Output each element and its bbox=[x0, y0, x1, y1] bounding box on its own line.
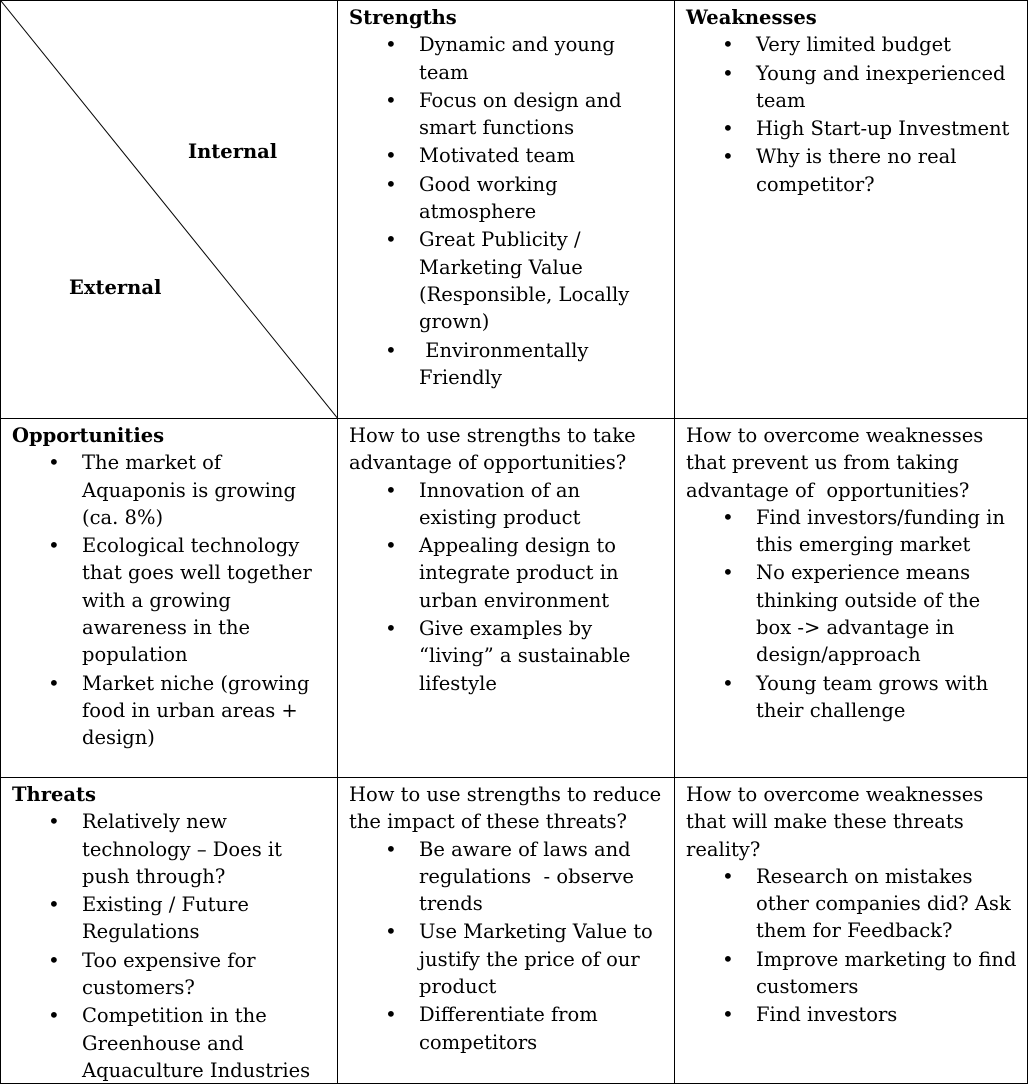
weaknesses-cell bbox=[675, 0, 1028, 419]
wo-list bbox=[686, 504, 1017, 724]
wo-question: How to overcome weaknesses that prevent us from taking advantage of opportunities? bbox=[686, 424, 990, 502]
wo-strategy-cell bbox=[675, 419, 1028, 778]
list-item: • Research on mistakes other companies did? Ask them for Feedback? bbox=[756, 863, 1017, 945]
wt-strategy-cell bbox=[675, 778, 1028, 1084]
internal-label: Internal bbox=[188, 140, 278, 163]
list-item: • Find investors/funding in this emerging market bbox=[756, 504, 1017, 559]
list-item: • Find investors bbox=[756, 1001, 1017, 1028]
threats-list bbox=[12, 808, 327, 1084]
weaknesses-list bbox=[686, 31, 1017, 198]
wt-question: How to overcome weaknesses that will make these threats reality? bbox=[686, 783, 984, 861]
list-item: • Motivated team bbox=[419, 142, 664, 169]
external-label: External bbox=[69, 276, 162, 299]
list-item: • Focus on design and smart functions bbox=[419, 87, 664, 142]
list-item: • Relatively new technology – Does it push through? bbox=[82, 808, 327, 890]
strengths-list bbox=[349, 31, 664, 391]
list-item: • Existing / Future Regulations bbox=[82, 891, 327, 946]
st-strategy-cell bbox=[338, 778, 675, 1084]
so-strategy-cell bbox=[338, 419, 675, 778]
list-item: • Competition in the Greenhouse and Aquaculture Industries bbox=[82, 1002, 327, 1084]
threats-cell bbox=[0, 778, 338, 1084]
st-list bbox=[349, 836, 664, 1056]
list-item: • Young team grows with their challenge bbox=[756, 670, 1017, 725]
list-item: • Appealing design to integrate product in urban environment bbox=[419, 532, 664, 614]
corner-cell bbox=[0, 0, 338, 419]
list-item: • High Start-up Investment bbox=[756, 115, 1017, 142]
strengths-cell bbox=[338, 0, 675, 419]
opportunities-list bbox=[12, 449, 327, 751]
threats-title: Threats bbox=[12, 783, 96, 806]
list-item: • Great Publicity / Marketing Value (Responsible, Locally grown) bbox=[419, 226, 664, 335]
list-item: • Dynamic and young team bbox=[419, 31, 664, 86]
list-item: • Too expensive for customers? bbox=[82, 947, 327, 1002]
list-item: • Market niche (growing food in urban areas + design) bbox=[82, 670, 327, 752]
list-item: • Be aware of laws and regulations - observe trends bbox=[419, 836, 664, 918]
so-list bbox=[349, 477, 664, 697]
list-item: • No experience means thinking outside of the box -> advantage in design/approach bbox=[756, 559, 1017, 668]
weaknesses-title: Weaknesses bbox=[686, 6, 817, 29]
opportunities-title: Opportunities bbox=[12, 424, 165, 447]
list-item: • Environmentally Friendly bbox=[419, 337, 664, 392]
so-question: How to use strengths to take advantage of opportunities? bbox=[349, 424, 636, 475]
list-item: • Young and inexperienced team bbox=[756, 60, 1017, 115]
list-item: • Why is there no real competitor? bbox=[756, 143, 1017, 198]
list-item: • The market of Aquaponis is growing (ca. 8%) bbox=[82, 449, 327, 531]
list-item: • Ecological technology that goes well together with a growing awareness in the population bbox=[82, 532, 327, 668]
list-item: • Use Marketing Value to justify the price of our product bbox=[419, 918, 664, 1000]
list-item: • Good working atmosphere bbox=[419, 171, 664, 226]
st-question: How to use strengths to reduce the impact of these threats? bbox=[349, 783, 662, 834]
opportunities-cell bbox=[0, 419, 338, 778]
list-item: • Give examples by “living” a sustainable lifestyle bbox=[419, 615, 664, 697]
wt-list bbox=[686, 863, 1017, 1029]
list-item: • Innovation of an existing product bbox=[419, 477, 664, 532]
strengths-title: Strengths bbox=[349, 6, 457, 29]
list-item: • Very limited budget bbox=[756, 31, 1017, 58]
list-item: • Improve marketing to find customers bbox=[756, 946, 1017, 1001]
diagonal-divider bbox=[1, 1, 338, 419]
list-item: • Differentiate from competitors bbox=[419, 1001, 664, 1056]
